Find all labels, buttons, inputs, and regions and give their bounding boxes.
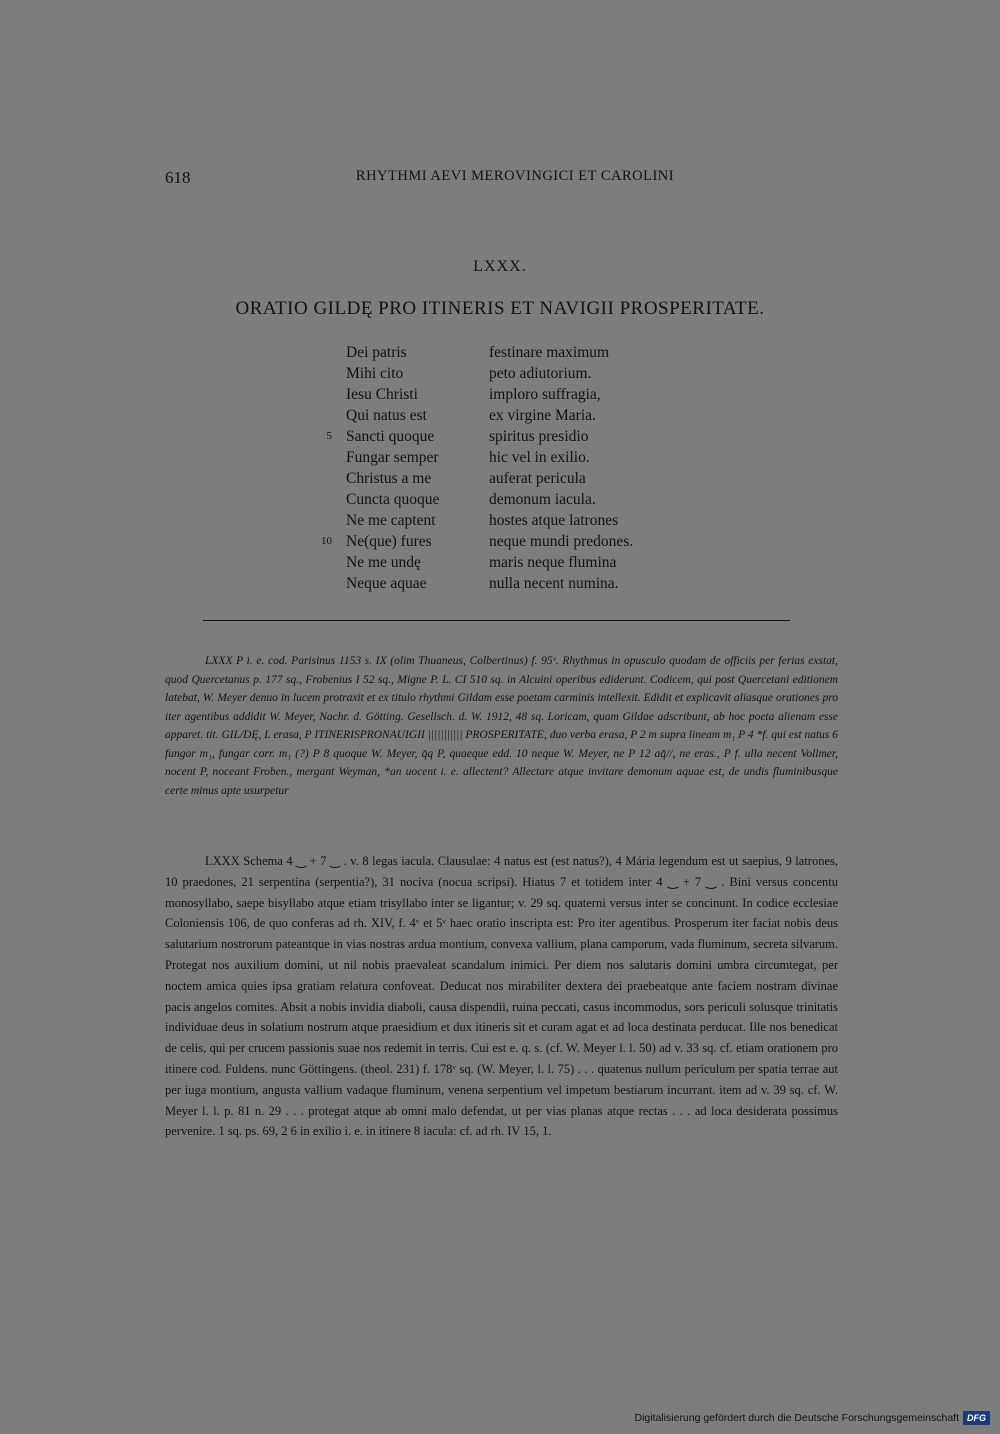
- verse-second-half: ex virgine Maria.: [489, 407, 596, 424]
- verse-second-half: imploro suffragia,: [489, 386, 601, 403]
- verse-second-half: spiritus presidio: [489, 428, 589, 445]
- verse-second-half: hostes atque latrones: [489, 512, 619, 529]
- verse-second-half: neque mundi predones.: [489, 533, 634, 550]
- verse-line: [300, 510, 720, 531]
- verse-second-half: auferat pericula: [489, 470, 586, 487]
- commentary-text: LXXX Schema 4 ‿ + 7 ‿ . v. 8 legas iacula. Clausulae: 4 natus est (est natus?), 4 Mária legendum est ut saepius, 9 latrones, 10 praedones, 21 serpentina (serpentia?), 31 nociva (nocua scripsi). Hiatus 7 et totidem inter 4 ‿ + 7 ‿ . Bini versus concentu monosyllabo, saepe bisyllabo atque etiam trisyllabo inter se ligantur; v. 29 sq. quaterni versus inter se concinunt. In codice ecclesiae Coloniensis 106, de quo conferas ad rh. XIV, f. 4ᵛ et 5ᵛ haec oratio inscripta est: Pro iter agentibus. Prosperum iter faciat nobis deus salutarium nostrorum pateantque in vias nostras ardua montium, convexa vallium, plana camporum, vada fluminum, secreta silvarum. Protegat nos auxilium domini, ut nil nobis praevaleat scandalum inimici. Per diem nos salutaris domini umbra circumtegat, per noctem amica quies ipsa gratiam relatura confoveat. Deducat nos mirabiliter dextera dei praebeatque ante faciem nostram divinae pacis angelos comites. Absit a nobis invidia diaboli, causa dispendii, ruina peccati, casus incommodus, sors periculi solusque trinitatis individuae deus in solatium nostrum atque praesidium et dux itineris sit et curam agat et ad loca destinata perducat. Ille nos benedicat de celis, qui per crucem passionis suae nos redemit in terris. Cui est e. q. s. (cf. W. Meyer l. l. 50) ad v. 33 sq. cf. etiam orationem pro itinere cod. Fuldens. nunc Göttingens. (theol. 231) f. 178ᵛ sq. (W. Meyer, l. l. 75) . . . quatenus nullum periculum per spatia terrae aut per iuga montium, angusta vallium vadaque fluminum, venena serpentium vel impetum bestiarum incurrant. item ad v. 39 sq. cf. W. Meyer l. l. p. 81 n. 29 . . . protegat atque ab omni malo defendat, ut per vias planas atque rectas . . . ad loca desiderata possimus pervenire. 1 sq. ps. 69, 2 6 in exilio i. e. in itinere 8 iacula: cf. ad rh. IV 15, 1.: [165, 854, 838, 1139]
- verse-second-half: hic vel in exilio.: [489, 449, 590, 466]
- verse-line: [300, 363, 720, 384]
- verse-second-half: nulla necent numina.: [489, 575, 619, 592]
- poem-number: LXXX.: [473, 258, 527, 275]
- verse-line: [300, 405, 720, 426]
- verse-first-half: Ne(que) fures: [346, 533, 432, 550]
- verse-line: [300, 573, 720, 594]
- verse-second-half: demonum iacula.: [489, 491, 596, 508]
- verse-line: [300, 426, 720, 447]
- verse-first-half: Neque aquae: [346, 575, 427, 592]
- verse-line: [300, 552, 720, 573]
- verse-line: [300, 384, 720, 405]
- critical-apparatus: [165, 652, 838, 800]
- verse-number: 5: [326, 430, 332, 442]
- verse-line: [300, 342, 720, 363]
- poem-title: ORATIO GILDĘ PRO ITINERIS ET NAVIGII PROSPERITATE.: [235, 298, 765, 319]
- verse-first-half: Iesu Christi: [346, 386, 418, 403]
- verse-second-half: festinare maximum: [489, 344, 610, 361]
- verse-line: [300, 447, 720, 468]
- verse-number: 10: [321, 535, 332, 547]
- verse-first-half: Mihi cito: [346, 365, 404, 382]
- verse-first-half: Dei patris: [346, 344, 407, 361]
- section-divider: [203, 620, 790, 621]
- verse-first-half: Cuncta quoque: [346, 491, 440, 508]
- verse-line: [300, 468, 720, 489]
- verse-first-half: Sancti quoque: [346, 428, 435, 445]
- verse-second-half: peto adiutorium.: [489, 365, 592, 382]
- page-number: 618: [165, 168, 191, 187]
- verse-line: [300, 531, 720, 552]
- funding-footer: [634, 1408, 990, 1428]
- verse-first-half: Fungar semper: [346, 449, 439, 466]
- verse-first-half: Ne me captent: [346, 512, 436, 529]
- running-title: RHYTHMI AEVI MEROVINGICI ET CAROLINI: [355, 168, 675, 184]
- commentary: [165, 851, 838, 1142]
- verse-first-half: Ne me undę: [346, 554, 421, 571]
- funding-note: Digitalisierung gefördert durch die Deutsche Forschungsgemeinschaft: [634, 1412, 959, 1424]
- verse-block: [300, 342, 720, 594]
- dfg-logo: DFG: [963, 1411, 990, 1425]
- verse-first-half: Qui natus est: [346, 407, 427, 424]
- verse-first-half: Christus a me: [346, 470, 432, 487]
- verse-second-half: maris neque flumina: [489, 554, 617, 571]
- apparatus-text: LXXX P i. e. cod. Parisinus 1153 s. IX (olim Thuaneus, Colbertinus) f. 95ᵛ. Rhythmus in opusculo quodam de officiis per ferias exstat, quod Quercetanus p. 177 sq., Frobenius I 52 sq., Migne P. L. CI 510 sq. in Alcuini operibus ediderunt. Codicem, qui post Quercetani editionem latebat, W. Meyer denuo in lucem protraxit et ex titulo rhythmi Gildam esse poetam carminis intellexit. Edidit et explicavit aliasque orationes pro iter agentibus addidit W. Meyer, Nachr. d. Götting. Gesellsch. d. W. 1912, 48 sq. Loricam, quam Gildae adscribunt, ab hoc poeta alienam esse apparet. tit. GIL/DĘ, L erasa, P ITINERISPRONAUIGII ||||||||||| PROSPERITATE, duo verba erasa, P 2 m supra lineam m₁ P 4 *f. qui est natus 6 fungor m₁, fungar corr. m₁ (?) P 8 quoque W. Meyer, q̄q P, quaeque edd. 10 neque W. Meyer, ne P 12 aq̄//, ne eras., P f. ulla necent Vollmer, nocent P, noceant Froben., mergant Weyman, *an uocent i. e. allectent? Allectare atque invitare demonum aquae est, de undis fluminibusque certe minus apte usurpetur: [165, 655, 838, 797]
- verse-line: [300, 489, 720, 510]
